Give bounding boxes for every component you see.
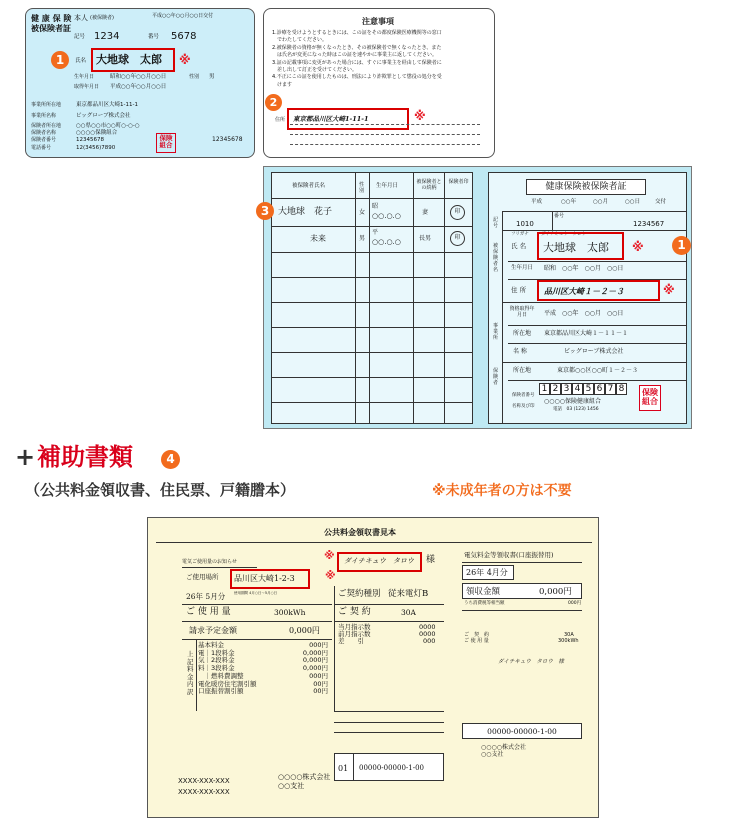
item-value: 00円 xyxy=(313,687,328,696)
contract-type-value: 従来電灯B xyxy=(388,589,429,599)
section-subtitle: （公共料金領収書、住民票、戸籍謄本） xyxy=(25,481,296,499)
account-number: 00000-00000-1-00 xyxy=(462,723,582,739)
note-line: けます xyxy=(272,81,293,88)
hoken-no-value: 12345678 xyxy=(76,137,104,143)
badge-1: 1 xyxy=(51,51,69,69)
handwritten-address: 品川区大崎１－２－３ xyxy=(544,286,624,296)
r-usage-label: ご 使 用 量 xyxy=(464,638,489,644)
meisho-label: 名 称 xyxy=(513,348,527,355)
note-line: でわたしてください。 xyxy=(272,37,328,44)
bottom-number-prefix: 01 xyxy=(338,764,349,773)
plus-sign: + xyxy=(15,443,36,471)
honnin-label: 本人 xyxy=(74,14,88,22)
asterisk-mark: ※ xyxy=(632,240,644,254)
dependent-relation: 長男 xyxy=(419,235,432,242)
tel-value: 12(3456)7890 xyxy=(76,145,116,151)
digit-box: 6 xyxy=(594,383,605,395)
jigyousho-name-value: ビッグローブ株式会社 xyxy=(76,113,131,119)
hoken-name-value: ○○○○保険組合 xyxy=(76,130,118,136)
r-contract-label: ご 契 約 xyxy=(464,632,490,638)
issue-year: ○○年 xyxy=(561,199,577,205)
r-branch: ○○支社 xyxy=(481,751,504,758)
phone-1: XXXX-XXX-XXX xyxy=(178,777,230,785)
card-front-panel xyxy=(488,172,687,424)
col-header-seal: 保険者印 xyxy=(448,179,469,185)
right-month: 26年 4月分 xyxy=(462,565,514,580)
dependent-seal: 印 xyxy=(450,205,465,220)
shikaku-label: 取得年月日 xyxy=(74,84,100,90)
dependent-seal: 印 xyxy=(450,231,465,246)
item-value: 00円 xyxy=(313,679,328,688)
jigyousho-addr-label: 事業所所在地 xyxy=(31,102,62,108)
hoken-no-label: 保険者番号 xyxy=(512,393,535,398)
digit-box: 7 xyxy=(605,383,616,395)
dob-value: 昭和○○年○○月○○日 xyxy=(110,74,167,80)
col-header-relation: 被保険者との続柄 xyxy=(416,179,442,191)
contract-value: 30A xyxy=(401,608,416,617)
issue-date: 平成○○年○○月○○日交付 xyxy=(152,13,214,19)
section-title: 補助書類 xyxy=(37,443,133,471)
address-line xyxy=(290,134,480,135)
badge-3: 3 xyxy=(256,202,274,220)
issue-label: 交付 xyxy=(655,199,667,205)
current-reading-label: 当月指示数 xyxy=(338,623,371,631)
place-value: 品川区大崎1-2-3 xyxy=(234,574,295,583)
contract-type-label: ご契約種別 xyxy=(338,589,381,599)
dependent-dob: ○○.○.○ xyxy=(372,238,401,246)
notice-label: 電気ご使用量のお知らせ xyxy=(182,557,257,568)
dependent-name: 大地球 花子 xyxy=(278,207,333,217)
bottom-number-box xyxy=(334,753,444,781)
issue-era: 平成 xyxy=(531,199,543,205)
note-line: 2.被保険者の資格が無くなったとき、その被保険者で無くなったとき、また xyxy=(272,44,442,51)
kigo-value: 1010 xyxy=(516,220,534,228)
dob-label: 生年月日 xyxy=(74,74,95,80)
item-value: 000円 xyxy=(309,671,328,680)
contract-label: ご 契 約 xyxy=(338,607,371,617)
address-line xyxy=(290,144,480,145)
asterisk-mark: ※ xyxy=(179,53,191,67)
r-customer-name: ダイチキュウ タロウ 様 xyxy=(498,659,564,665)
insurance-card-back xyxy=(263,8,495,158)
item-label: 基本料金 xyxy=(198,641,224,649)
billing-month: 26年 5月分 xyxy=(186,592,226,601)
addr-label: 住所 xyxy=(275,117,286,123)
hoken-name-label: 保険者名称 xyxy=(31,130,57,136)
item-value: 0,000円 xyxy=(302,664,328,673)
seikyu-value: 0,000円 xyxy=(289,626,320,635)
item-value: 0,000円 xyxy=(302,648,328,657)
amount-box xyxy=(462,583,582,599)
digit-box: 8 xyxy=(616,383,627,395)
sex-value: 男 xyxy=(209,74,215,80)
digit-box: 1 xyxy=(539,383,550,395)
asterisk-mark: ※ xyxy=(325,569,336,582)
tax-label: うち消費税等相当額 xyxy=(464,601,505,606)
right-number: 12345678 xyxy=(212,136,243,143)
notes-body xyxy=(272,30,492,89)
digit-box: 2 xyxy=(550,383,561,395)
hoken-side-label: 保険者 xyxy=(493,368,499,386)
card-holder-name: 大地球 太郎 xyxy=(543,241,609,254)
item-label: 気｜2段料金 xyxy=(198,656,235,665)
insurer-seal: 保険組合 xyxy=(639,385,661,411)
previous-reading: 0000 xyxy=(419,630,436,638)
furigana-label: フリガナ xyxy=(511,232,529,237)
right-title: 電気料金等領収書(口座振替用) xyxy=(464,551,554,559)
insurer-seal: 保険組合 xyxy=(156,133,176,153)
bango-value: 1234567 xyxy=(633,220,665,228)
digit-box: 4 xyxy=(572,383,583,395)
dob-value: 昭和 ○○年 ○○月 ○○日 xyxy=(544,265,624,272)
hoken-shozaichi-label: 所在地 xyxy=(513,367,532,374)
usage-value: 300kWh xyxy=(274,608,306,617)
digit-box: 5 xyxy=(583,383,594,395)
issue-month: ○○月 xyxy=(593,199,609,205)
previous-reading-label: 前月指示数 xyxy=(338,630,371,638)
hoken-addr-value: ○○県○○市○○町○-○-○ xyxy=(76,123,140,129)
amount-label: 領収金額 xyxy=(466,587,501,597)
seikyu-label: 請求予定金額 xyxy=(189,626,237,635)
company-name: ○○○○株式会社 xyxy=(278,773,331,781)
r-usage-value: 300kWh xyxy=(558,638,579,644)
card-title-line1: 健 康 保 険 xyxy=(31,14,72,23)
breakdown-row xyxy=(198,688,328,696)
shozaichi-value: 東京都品川区大崎１－１１－１ xyxy=(544,330,629,337)
tax-value: 000円 xyxy=(568,601,582,606)
handwritten-address: 東京都品川区大崎1-11-1 xyxy=(293,115,369,123)
dependent-era: 昭 xyxy=(372,203,379,210)
meisho-value: ビッグローブ株式会社 xyxy=(564,348,624,355)
notes-title: 注意事項 xyxy=(362,17,394,26)
customer-name: ダイチキュウ タロウ xyxy=(344,557,414,565)
addr-label: 住 所 xyxy=(511,286,527,294)
dependent-era: 平 xyxy=(372,229,379,236)
receipt-title: 公共料金領収書見本 xyxy=(324,528,396,537)
shimei-label: 氏 名 xyxy=(511,242,527,250)
hoken-name-label: 名称及び印 xyxy=(512,404,535,409)
kigo-label: 記号 xyxy=(74,34,86,40)
dependent-relation: 妻 xyxy=(422,209,429,216)
minor-note: ※未成年者の方は不要 xyxy=(432,483,572,499)
bango-label: 番号 xyxy=(148,34,160,40)
amount-value: 0,000円 xyxy=(539,587,572,597)
item-label: 電化暖房住宅割引額 xyxy=(198,679,257,688)
asterisk-mark: ※ xyxy=(324,549,335,562)
bango-value: 5678 xyxy=(171,31,197,42)
col-header-name: 被保険者氏名 xyxy=(292,183,326,189)
hoken-shozaichi-value: 東京都○○区○○町１－２－３ xyxy=(557,367,638,374)
tel-label: 電話番号 xyxy=(31,145,52,151)
utility-receipt-sample xyxy=(147,517,599,818)
item-label: 口座振替割引額 xyxy=(198,687,244,696)
breakdown-side-label: 上記料金内訳 xyxy=(187,650,194,696)
card-title: 健康保険被保険者証 xyxy=(526,179,646,195)
hoken-name-value: ○○○○保険健康組合 xyxy=(544,398,601,405)
sex-label: 性別 xyxy=(189,74,200,80)
hoken-tel: 電話 03 (123) 1456 xyxy=(553,407,599,412)
note-line: は氏名が変更になった時はこの証を速やかに事業主に返してください。 xyxy=(272,52,438,59)
jigyousho-addr-value: 東京都品川区大崎1-11-1 xyxy=(76,102,138,108)
r-contract-value: 30A xyxy=(564,632,574,638)
shikaku-value: 平成 ○○年 ○○月 ○○日 xyxy=(544,310,624,317)
current-reading: 0000 xyxy=(419,623,436,631)
shozaichi-label: 所在地 xyxy=(513,330,532,337)
note-line: 1.診療を受けようとするときには、この証をその都度保険医療機関等の窓口 xyxy=(272,30,442,36)
item-value: 000円 xyxy=(309,641,328,649)
note-line: 3.証の記載事項に変更があった場合には、すぐに事業主を経由して保険者に xyxy=(272,59,442,66)
usage-period: 使用期間 4月○日～5月○日 xyxy=(234,591,278,595)
breakdown-list xyxy=(198,642,328,696)
digit-box: 3 xyxy=(561,383,572,395)
card-holder-name: 大地球 太郎 xyxy=(96,53,162,66)
r-company: ○○○○株式会社 xyxy=(481,744,526,751)
company-branch: ○○支社 xyxy=(278,782,305,790)
item-label: ｜燃料費調整 xyxy=(198,671,244,680)
kigo-value: 1234 xyxy=(94,31,120,42)
badge-4: 4 xyxy=(161,450,180,469)
item-label: 料｜3段料金 xyxy=(198,664,235,673)
dob-label: 生年月日 xyxy=(511,265,534,271)
shimei-label: 氏名 xyxy=(75,58,87,64)
hoken-no-digits xyxy=(539,383,627,395)
address-line xyxy=(290,124,480,125)
jigyousho-name-label: 事業所名称 xyxy=(31,113,57,119)
col-header-sex: 性別 xyxy=(359,182,365,194)
shikaku-value: 平成○○年○○月○○日 xyxy=(110,84,167,90)
difference-label: 差 引 xyxy=(338,637,364,645)
kigo-side-label: 記号 xyxy=(493,217,499,229)
item-label: 電｜1段料金 xyxy=(198,648,235,657)
dependent-dob: ○○.○.○ xyxy=(372,212,401,220)
asterisk-mark: ※ xyxy=(414,109,426,123)
dependent-name: 未来 xyxy=(310,234,326,243)
dependent-sex: 女 xyxy=(359,209,366,216)
shikaku-label: 資格取得年月日 xyxy=(509,306,535,318)
insurance-card-booklet xyxy=(260,166,692,429)
hihoken-side-label: 被保険者名 xyxy=(493,243,499,273)
bottom-number: 00000-00000-1-00 xyxy=(359,764,424,772)
note-line: 差し出して訂正を受けてください。 xyxy=(272,67,358,74)
dependents-table xyxy=(271,172,473,424)
usage-label: ご 使 用 量 xyxy=(186,607,231,617)
hoken-addr-label: 保険者所在地 xyxy=(31,123,62,129)
hoken-no-label: 保険者番号 xyxy=(31,137,57,143)
bango-label: 番号 xyxy=(554,213,565,219)
badge-1: 1 xyxy=(672,236,691,255)
insurance-card-front xyxy=(25,8,255,158)
jigyousho-side-label: 事業所 xyxy=(493,323,499,341)
place-label: ご使用場所 xyxy=(186,573,219,581)
honnin-sub: (被保険者) xyxy=(90,15,114,21)
issue-day: ○○日 xyxy=(625,199,641,205)
dependent-sex: 男 xyxy=(359,235,366,242)
col-header-dob: 生年月日 xyxy=(376,183,399,189)
furigana-value: ダイチキュウ タロウ xyxy=(541,232,586,237)
item-value: 0,000円 xyxy=(302,656,328,665)
badge-2: 2 xyxy=(265,94,282,111)
honorific: 様 xyxy=(426,555,436,565)
note-line: 4.不正にこの証を使用したものは、刑法により詐欺罪として懲役の処分を受 xyxy=(272,74,442,81)
asterisk-mark: ※ xyxy=(663,283,675,297)
card-title-line2: 被保険者証 xyxy=(31,24,71,33)
phone-2: XXXX-XXX-XXX xyxy=(178,788,230,796)
difference: 000 xyxy=(423,637,436,645)
